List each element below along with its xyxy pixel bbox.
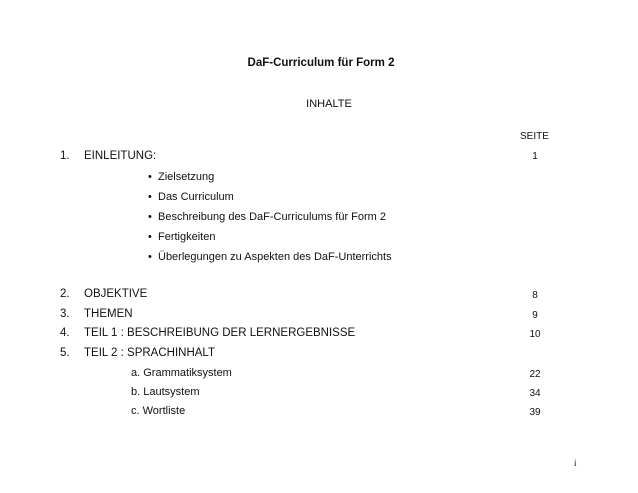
subsection-label: a. Grammatiksystem xyxy=(131,367,232,379)
section-label: THEMEN xyxy=(84,308,133,320)
section-number: 5. xyxy=(60,347,70,359)
section-page: 8 xyxy=(532,290,538,301)
section-number: 4. xyxy=(60,327,70,339)
section-number: 3. xyxy=(60,308,70,320)
section-label: TEIL 1 : BESCHREIBUNG DER LERNERGEBNISSE xyxy=(84,327,356,339)
section-number: 1. xyxy=(60,150,70,162)
footer-page-number: i xyxy=(574,458,577,468)
bullet-item: • Zielsetzung xyxy=(148,171,214,183)
subsection-label: c. Wortliste xyxy=(131,405,186,417)
bullet-item: • Das Curriculum xyxy=(148,191,234,203)
section-number: 2. xyxy=(60,288,70,300)
document-title: DaF-Curriculum für Form 2 xyxy=(247,57,395,69)
section-label: TEIL 2 : SPRACHINHALT xyxy=(84,347,216,359)
section-label: EINLEITUNG: xyxy=(84,150,157,162)
section-page: 1 xyxy=(532,151,538,162)
subsection-page: 34 xyxy=(529,388,541,399)
section-page: 10 xyxy=(529,329,541,340)
bullet-item: • Beschreibung des DaF-Curriculums für Form 2 xyxy=(148,211,386,223)
page-column-heading: SEITE xyxy=(520,131,549,142)
bullet-item: • Fertigkeiten xyxy=(148,231,215,243)
subsection-page: 39 xyxy=(529,407,541,418)
subsection-label: b. Lautsystem xyxy=(131,386,200,398)
subsection-page: 22 xyxy=(529,369,541,380)
section-page: 9 xyxy=(532,310,538,321)
bullet-item: • Überlegungen zu Aspekten des DaF-Unterrichts xyxy=(148,251,392,263)
section-label: OBJEKTIVE xyxy=(84,288,148,300)
contents-heading: INHALTE xyxy=(306,98,352,110)
